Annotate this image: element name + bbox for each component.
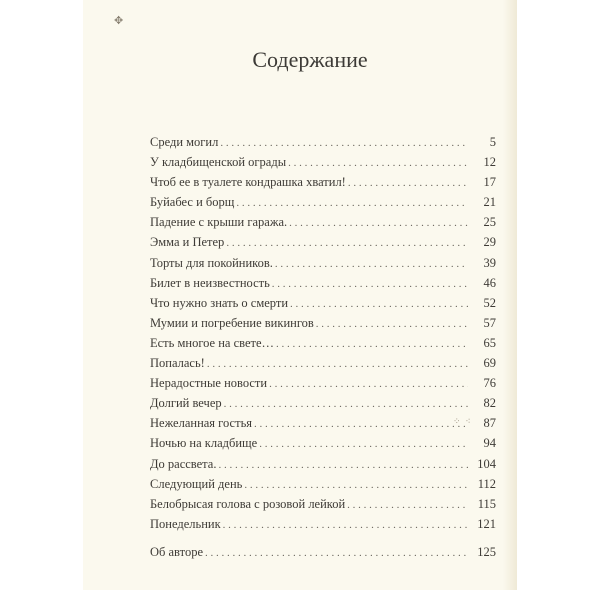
toc-entry-page: 69 — [483, 356, 496, 371]
toc-entry[interactable] — [150, 155, 496, 175]
dot-leader — [224, 398, 468, 410]
toc-entry-page: 25 — [483, 215, 496, 230]
toc-entry-about-author[interactable] — [150, 545, 496, 565]
toc-entry[interactable] — [150, 436, 496, 456]
dot-leader — [244, 479, 468, 491]
toc-entry-title: Падение с крыши гаража. — [150, 215, 288, 230]
dot-leader — [276, 338, 468, 350]
toc-entry[interactable] — [150, 356, 496, 376]
toc-entry-title: Торты для покойников. — [150, 255, 273, 270]
dot-leader — [226, 237, 468, 249]
toc-entry-title: Долгий вечер — [150, 396, 222, 411]
dot-leader — [272, 278, 468, 290]
toc-entry-page: 39 — [483, 255, 496, 270]
toc-entry-page: 17 — [483, 175, 496, 190]
toc-entry[interactable] — [150, 517, 496, 537]
dot-leader — [218, 459, 468, 471]
toc-entry-page: 94 — [483, 436, 496, 451]
paper-speck-mark: ✥ — [114, 14, 124, 27]
toc-entry-title: Об авторе — [150, 544, 203, 559]
toc-entry-title: Буйабес и борщ — [150, 195, 235, 210]
toc-entry-page: 82 — [483, 396, 496, 411]
toc-entry-title: У кладбищенской ограды — [150, 155, 287, 170]
toc-entry-page: 65 — [483, 335, 496, 350]
dot-leader — [275, 258, 468, 270]
toc-entry-page: 121 — [477, 516, 496, 531]
dot-leader — [236, 197, 468, 209]
toc-entry[interactable] — [150, 416, 496, 436]
toc-entry[interactable] — [150, 195, 496, 215]
dot-leader — [223, 519, 468, 531]
toc-entry-title: Ночью на кладбище — [150, 436, 258, 451]
toc-entry[interactable] — [150, 215, 496, 235]
toc-entry[interactable] — [150, 497, 496, 517]
toc-entry[interactable] — [150, 477, 496, 497]
page-gutter-shadow — [503, 0, 517, 590]
toc-entry-title: Нежеланная гостья — [150, 416, 253, 431]
toc-entry-title: Среди могил — [150, 135, 219, 149]
toc-entry[interactable] — [150, 336, 496, 356]
dot-leader — [220, 137, 468, 149]
toc-entry-page: 12 — [483, 155, 496, 170]
toc-entry-title: Чтоб ее в туалете кондрашка хватил! — [150, 175, 346, 190]
toc-entry-title: Что нужно знать о смерти — [150, 295, 289, 310]
dot-leader — [259, 438, 468, 450]
toc-entry[interactable] — [150, 376, 496, 396]
toc-entry-page: 5 — [489, 135, 496, 149]
toc-entry-title: Есть многое на свете… — [150, 335, 275, 350]
dot-leader — [348, 177, 468, 189]
toc-entry[interactable] — [150, 175, 496, 195]
dot-leader — [269, 378, 468, 390]
toc-entry-page: 112 — [477, 476, 496, 491]
toc-entry-page: 87 — [483, 416, 496, 431]
toc-entry-title: Попалась! — [150, 356, 205, 371]
toc-entry-title: Нерадостные новости — [150, 376, 268, 391]
toc-entry-page: 115 — [477, 496, 496, 511]
toc-entry-title: Понедельник — [150, 516, 221, 531]
toc-entry[interactable] — [150, 296, 496, 316]
toc-entry-title: Билет в неизвестность — [150, 275, 270, 290]
dot-leader — [288, 157, 468, 169]
dot-leader — [205, 547, 468, 559]
toc-entry[interactable] — [150, 276, 496, 296]
toc-entry[interactable] — [150, 256, 496, 276]
dot-leader — [289, 217, 468, 229]
toc-entry-page: 57 — [483, 315, 496, 330]
toc-entry-page: 104 — [477, 456, 496, 471]
page-title: Содержание — [252, 47, 368, 72]
book-page — [83, 0, 517, 590]
paper-speck-mark: ⁘ ⁖ — [453, 417, 472, 427]
toc-entry-title: До рассвета. — [150, 456, 217, 471]
toc-entry[interactable] — [150, 316, 496, 336]
toc-entry-page: 29 — [483, 235, 496, 250]
toc-entry-title: Эмма и Петер — [150, 235, 225, 250]
toc-entry[interactable] — [150, 396, 496, 416]
dot-leader — [316, 318, 468, 330]
dot-leader — [290, 298, 468, 310]
dot-leader — [254, 418, 468, 430]
toc-entry-page: 21 — [483, 195, 496, 210]
dot-leader — [347, 499, 468, 511]
toc-entry-page: 76 — [483, 376, 496, 391]
toc-entry[interactable] — [150, 135, 496, 155]
toc-entry-page: 125 — [477, 544, 496, 559]
table-of-contents — [150, 135, 496, 565]
toc-entry-page: 46 — [483, 275, 496, 290]
toc-entry-title: Следующий день — [150, 476, 243, 491]
toc-entry-title: Белобрысая голова с розовой лейкой — [150, 496, 346, 511]
toc-entry[interactable] — [150, 235, 496, 255]
dot-leader — [207, 358, 468, 370]
toc-entry-title: Мумии и погребение викингов — [150, 315, 314, 330]
toc-entry[interactable] — [150, 457, 496, 477]
toc-entry-page: 52 — [483, 295, 496, 310]
